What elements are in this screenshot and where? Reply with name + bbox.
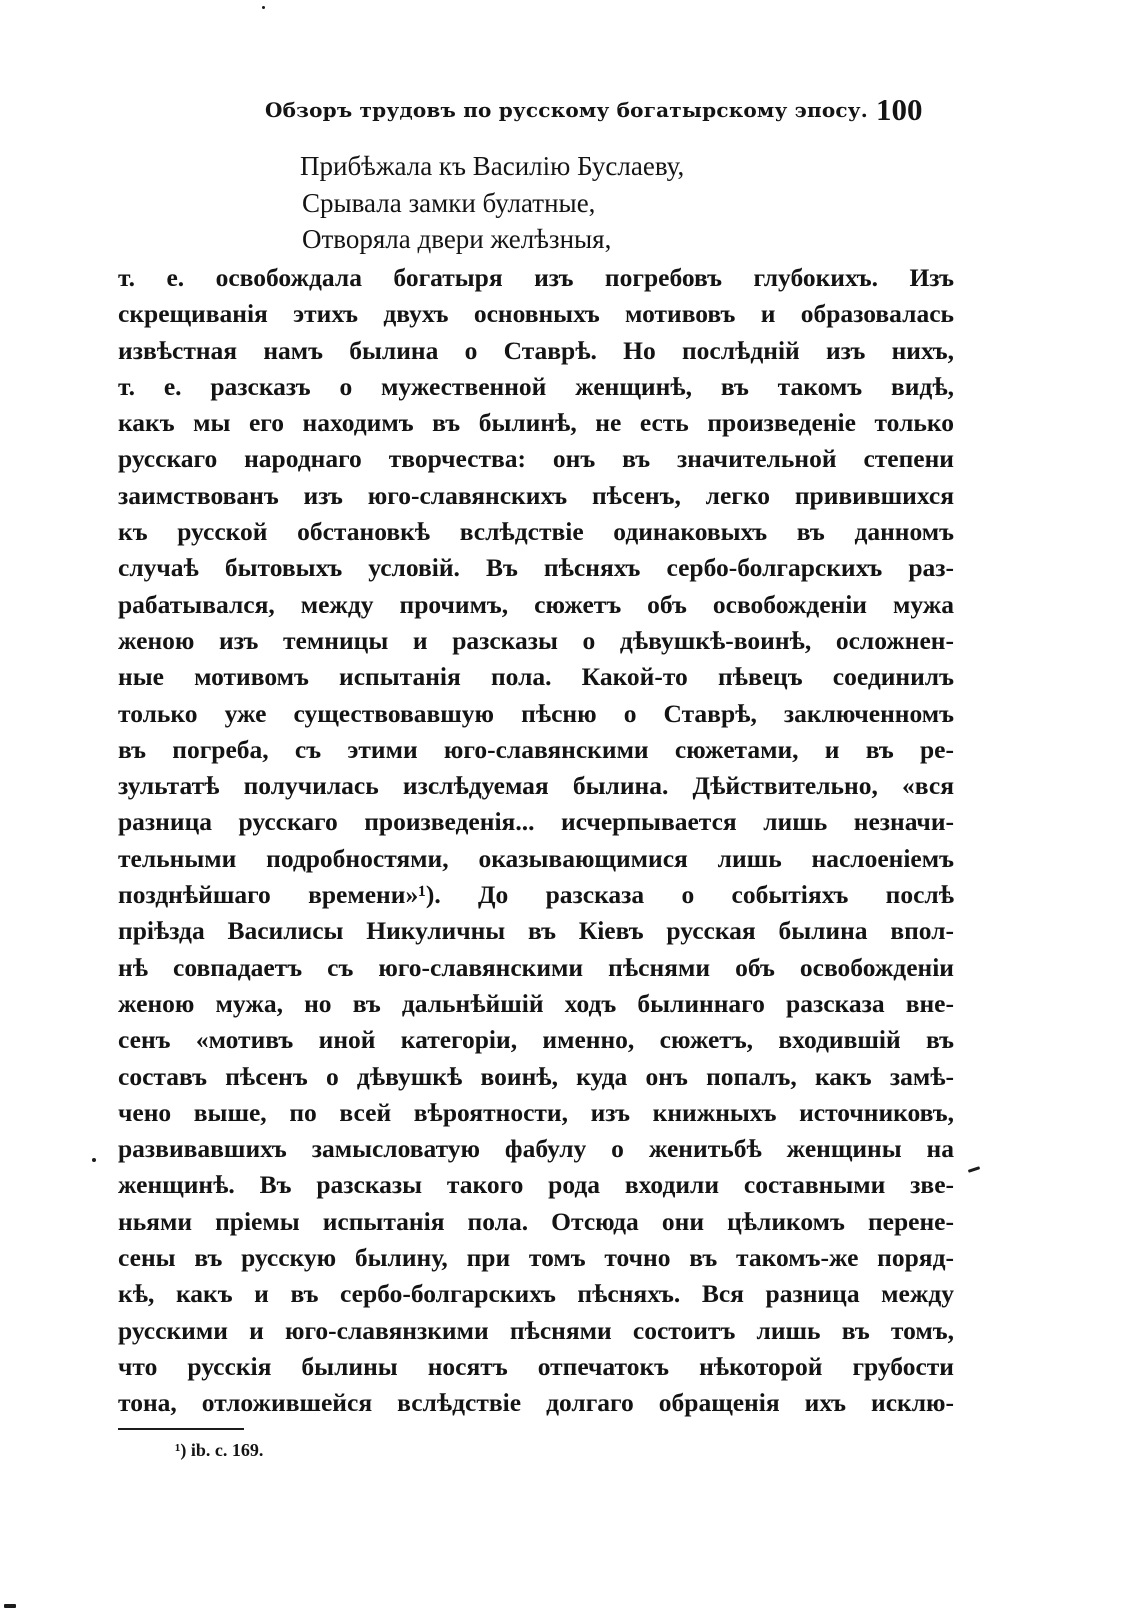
body-line: пріѣзда Василисы Никуличны въ Кіевъ русская былина впол- [118,916,954,946]
body-line: въ погреба, съ этими юго-славянскими сюжетами, и въ ре- [118,734,954,764]
body-line: русскими и юго-славянзкими пѣснями состоитъ лишь въ томъ, [118,1315,954,1345]
scan-speck [968,1166,980,1173]
body-line: женою изъ темницы и разсказы о дѣвушкѣ-воинѣ, осложнен- [118,625,954,655]
scan-speck [4,1604,16,1608]
body-text [118,260,954,1422]
body-line: случаѣ бытовыхъ условій. Въ пѣсняхъ сербо-болгарскихъ раз- [118,553,954,583]
body-line: развивавшихъ замысловатую фабулу о женитьбѣ женщины на [118,1134,954,1164]
body-line: составъ пѣсенъ о дѣвушкѣ воинѣ, куда онъ попалъ, какъ замѣ- [118,1061,954,1091]
body-line: заимствованъ изъ юго-славянскихъ пѣсенъ, легко привившихся [118,480,954,510]
body-line: кѣ, какъ и въ сербо-болгарскихъ пѣсняхъ. Вся разница между [118,1279,954,1309]
body-line: разница русскаго произведенія... исчерпывается лишь незначи- [118,807,954,837]
page-number: 100 [876,92,923,127]
body-line: сенъ «мотивъ иной категоріи, именно, сюжетъ, входившій въ [118,1025,954,1055]
body-line: зультатѣ получилась изслѣдуемая былина. Дѣйствительно, «вся [118,771,954,801]
body-line: женщинѣ. Въ разсказы такого рода входили составными зве- [118,1170,954,1200]
scan-speck [92,1158,96,1162]
body-line: скрещиванія этихъ двухъ основныхъ мотивовъ и образовалась [118,299,954,329]
body-line: сены въ русскую былину, при томъ точно въ такомъ-же поряд- [118,1243,954,1273]
body-line: извѣстная намъ былина о Ставрѣ. Но послѣдній изъ нихъ, [118,335,954,365]
body-line: нѣ совпадаетъ съ юго-славянскими пѣснями объ освобожденіи [118,952,954,982]
verse-line: Прибѣжала къ Василію Буслаеву, [300,151,685,181]
body-line: женою мужа, но въ дальнѣйшій ходъ былиннаго разсказа вне- [118,988,954,1018]
body-line: что русскія былины носятъ отпечатокъ нѣкоторой грубости [118,1351,954,1381]
footnote: ¹) ib. с. 169. [175,1440,264,1460]
body-line: рабатывался, между прочимъ, сюжетъ объ освобожденіи мужа [118,589,954,619]
body-line: тельными подробностями, оказывающимися лишь наслоеніемъ [118,843,954,873]
body-line: тона, отложившейся вслѣдствіе долгаго обращенія ихъ исклю- [118,1388,954,1418]
verse-line: Срывала замки булатные, [302,187,596,218]
body-line: ньями пріемы испытанія пола. Отсюда они цѣликомъ перене- [118,1206,954,1236]
body-line: какъ мы его находимъ въ былинѣ, не есть произведеніе только [118,408,954,438]
running-title: Обзоръ трудовъ по русскому богатырскому эпосу. [265,98,868,122]
verse-block [300,148,820,258]
body-line: русскаго народнаго творчества: онъ въ значительной степени [118,444,954,474]
body-line: къ русской обстановкѣ вслѣдствіе одинаковыхъ въ данномъ [118,517,954,547]
body-line: т. е. освобождала богатыря изъ погребовъ глубокихъ. Изъ [118,263,954,292]
body-line: позднѣйшаго времени»¹). До разсказа о событіяхъ послѣ [118,880,954,910]
body-line: чено выше, по всей вѣроятности, изъ книжныхъ источниковъ, [118,1097,954,1127]
verse-line: Отворяла двери желѣзныя, [302,224,612,254]
body-line: т. е. разсказъ о мужественной женщинѣ, въ такомъ видѣ, [118,371,954,401]
body-line: ные мотивомъ испытанія пола. Какой-то пѣвецъ соединилъ [118,662,954,692]
body-line: только уже существовавшую пѣсню о Ставрѣ, заключенномъ [118,698,954,728]
scan-speck [262,6,265,9]
footnote-separator [118,1428,244,1430]
